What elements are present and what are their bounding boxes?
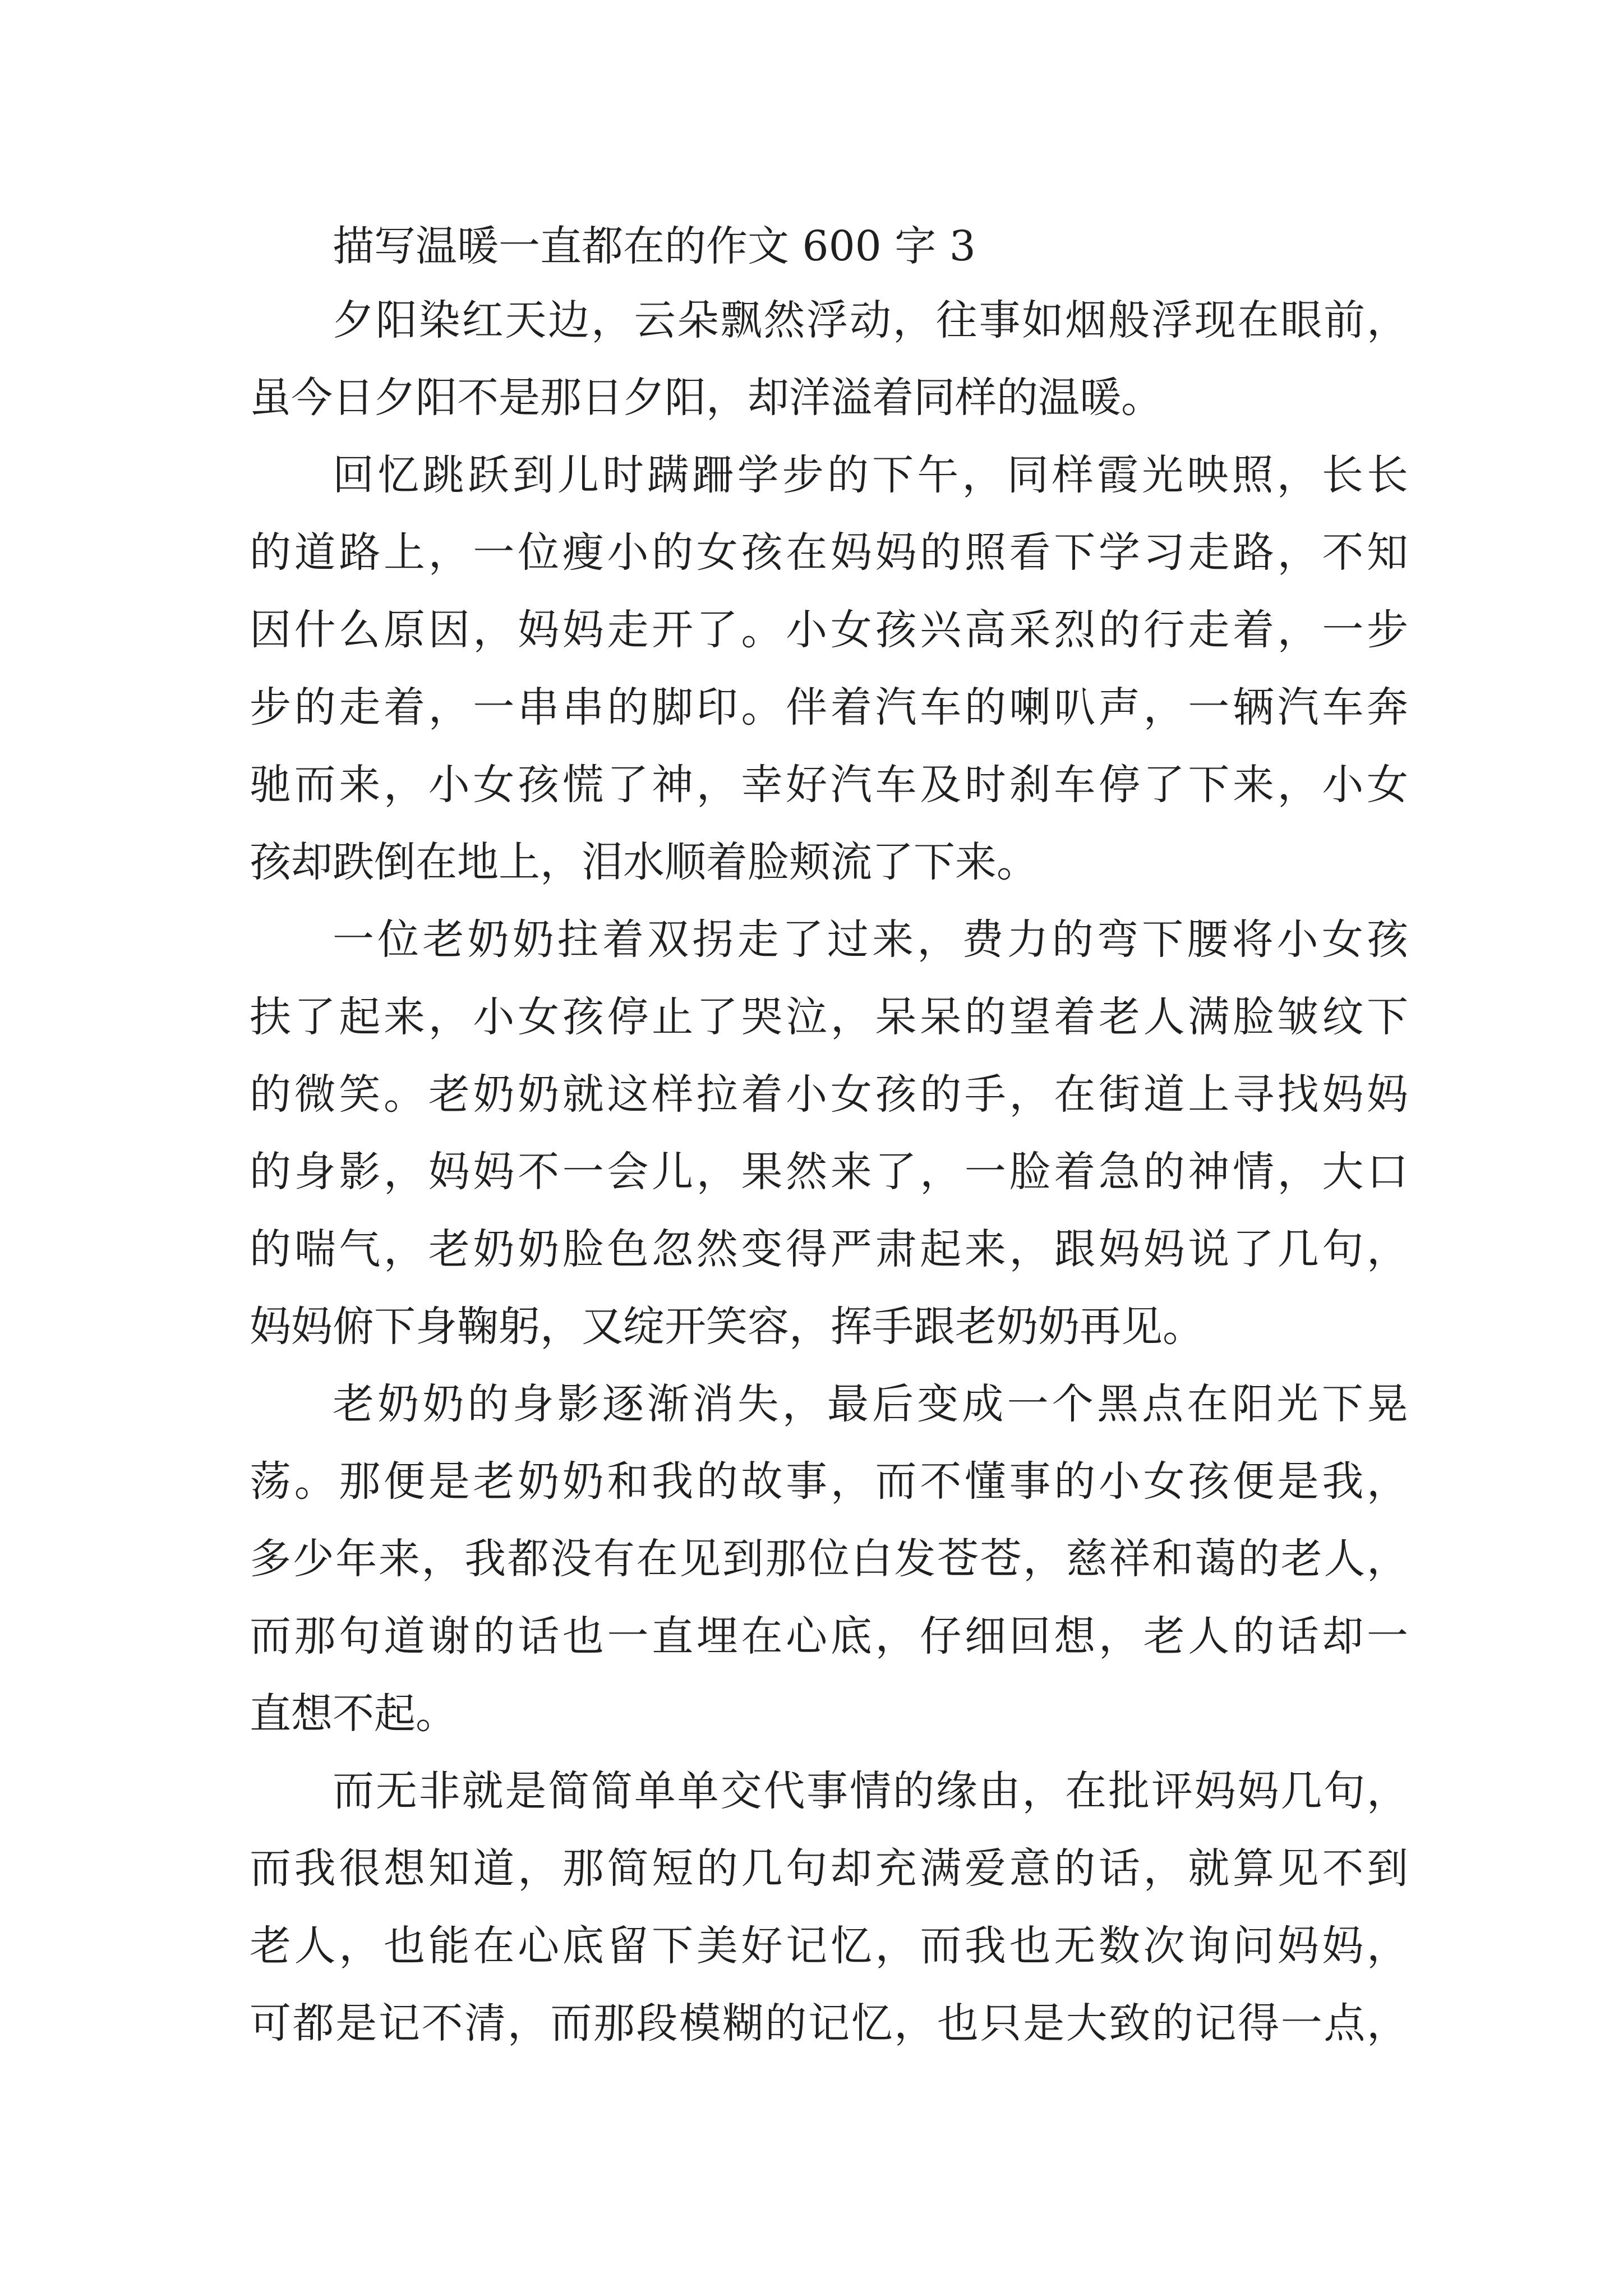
text-line: 而无非就是简简单单交代事情的缘由，在批评妈妈几句，	[333, 1767, 1408, 1815]
text-line: 的身影，妈妈不一会儿，果然来了，一脸着急的神情，大口	[250, 1148, 1408, 1196]
text-line: 妈妈俯下身鞠躬，又绽开笑容，挥手跟老奶奶再见。	[250, 1303, 1204, 1351]
text-line: 而我很想知道，那简短的几句却充满爱意的话，就算见不到	[250, 1844, 1408, 1893]
text-line: 因什么原因，妈妈走开了。小女孩兴高采烈的行走着，一步	[250, 606, 1408, 654]
text-line: 步的走着，一串串的脚印。伴着汽车的喇叭声，一辆汽车奔	[250, 683, 1408, 731]
paragraph-3	[250, 901, 1408, 1365]
text-line: 驰而来，小女孩慌了神，幸好汽车及时刹车停了下来，小女	[250, 761, 1408, 809]
paragraph-2	[250, 436, 1408, 901]
text-line: 扶了起来，小女孩停止了哭泣，呆呆的望着老人满脸皱纹下	[250, 993, 1408, 1041]
text-line: 回忆跳跃到儿时蹒跚学步的下午，同样霞光映照，长长	[333, 451, 1408, 499]
paragraph-5	[250, 1752, 1408, 2062]
text-line: 的微笑。老奶奶就这样拉着小女孩的手，在街道上寻找妈妈	[250, 1070, 1408, 1119]
paragraph-1	[250, 282, 1408, 436]
text-line: 的道路上，一位瘦小的女孩在妈妈的照看下学习走路，不知	[250, 528, 1408, 577]
text-line: 而那句道谢的话也一直埋在心底，仔细回想，老人的话却一	[250, 1612, 1408, 1660]
text-line: 可都是记不清，而那段模糊的记忆，也只是大致的记得一点，	[250, 1999, 1408, 2047]
text-line: 一位老奶奶拄着双拐走了过来，费力的弯下腰将小女孩	[333, 915, 1408, 964]
text-line: 多少年来，我都没有在见到那位白发苍苍，慈祥和蔼的老人，	[250, 1535, 1408, 1583]
document-title: 描写温暖一直都在的作文 600 字 3	[333, 222, 976, 270]
text-line: 夕阳染红天边，云朵飘然浮动，往事如烟般浮现在眼前，	[333, 296, 1408, 344]
essay-body	[250, 211, 1408, 2062]
paragraph-4	[250, 1365, 1408, 1752]
text-line: 孩却跌倒在地上，泪水顺着脸颊流了下来。	[250, 838, 1038, 886]
text-line: 老人，也能在心底留下美好记忆，而我也无数次询问妈妈，	[250, 1922, 1408, 1970]
text-line: 老奶奶的身影逐渐消失，最后变成一个黑点在阳光下晃	[333, 1380, 1408, 1428]
text-line: 的喘气，老奶奶脸色忽然变得严肃起来，跟妈妈说了几句，	[250, 1225, 1408, 1273]
text-line: 荡。那便是老奶奶和我的故事，而不懂事的小女孩便是我，	[250, 1457, 1408, 1506]
text-line: 直想不起。	[250, 1690, 457, 1738]
text-line: 虽今日夕阳不是那日夕阳，却洋溢着同样的温暖。	[250, 374, 1163, 422]
